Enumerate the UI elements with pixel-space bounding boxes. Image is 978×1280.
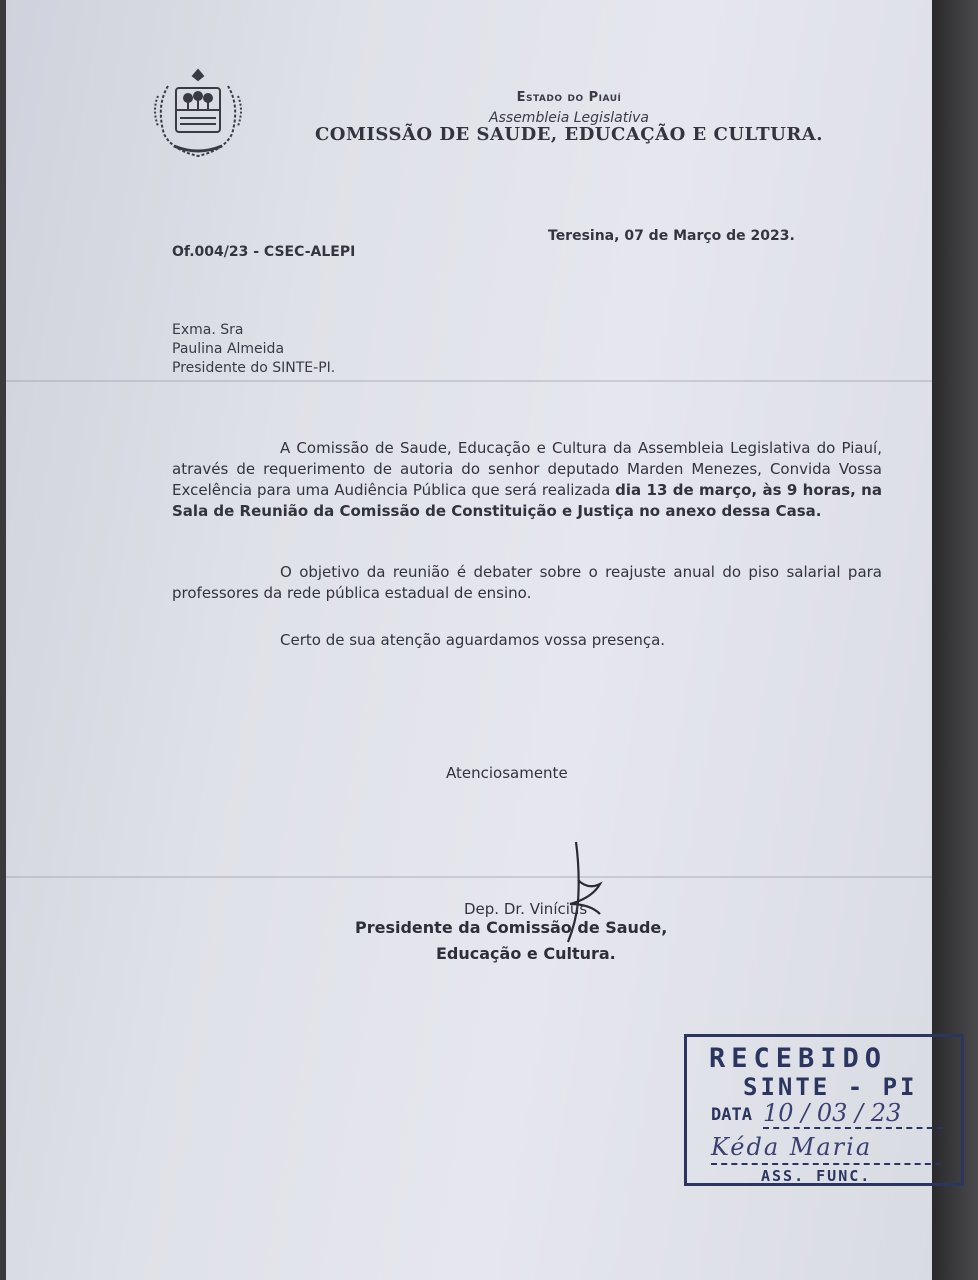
signatory-title-line2: Educação e Cultura. bbox=[436, 944, 616, 963]
addressee-title: Presidente do SINTE-PI. bbox=[172, 360, 336, 376]
stamp-signature: Kéda Maria bbox=[711, 1133, 941, 1165]
paper-fold bbox=[6, 876, 932, 878]
letter-body-objective bbox=[172, 562, 882, 604]
paragraph-objective: O objetivo da reunião é debater sobre o reajuste anual do piso salarial para professores da rede pública estadual de ensino. bbox=[172, 563, 882, 602]
oficio-number: Of.004/23 - CSEC-ALEPI bbox=[172, 244, 356, 260]
header-state: Estado do Piauí bbox=[516, 90, 622, 105]
stamp-signature-label: ASS. FUNC. bbox=[761, 1167, 872, 1185]
header-assembly: Assembleia Legislativa bbox=[489, 110, 649, 126]
addressee-salutation: Exma. Sra bbox=[172, 322, 244, 338]
addressee-name: Paulina Almeida bbox=[172, 341, 285, 357]
paper-fold bbox=[6, 380, 932, 382]
stamp-received: RECEBIDO bbox=[709, 1043, 888, 1074]
invitation-details: dia 13 de março, às 9 horas, na Sala de Reunião da Comissão de Constituição e Justiça no anexo dessa Casa. bbox=[172, 481, 882, 520]
letter-body bbox=[172, 438, 882, 522]
signatory-name: Dep. Dr. Vinícius bbox=[464, 900, 588, 918]
header-commission: COMISSÃO DE SAUDE, EDUCAÇÃO E CULTURA. bbox=[314, 124, 824, 145]
stamp-org: SINTE - PI bbox=[743, 1073, 918, 1101]
paragraph-attention: Certo de sua atenção aguardamos vossa presença. bbox=[280, 631, 666, 649]
signatory-title-line1: Presidente da Comissão de Saude, bbox=[355, 918, 668, 937]
closing-salutation: Atenciosamente bbox=[446, 764, 568, 782]
received-stamp bbox=[684, 1034, 964, 1186]
stamp-date-label: DATA bbox=[711, 1105, 752, 1125]
paragraph-invitation bbox=[172, 438, 882, 522]
stamp-date-value: 10 / 03 / 23 bbox=[763, 1099, 943, 1129]
letter-body-closing bbox=[172, 630, 882, 651]
letter-date: Teresina, 07 de Março de 2023. bbox=[548, 228, 795, 244]
invitation-text: A Comissão de Saude, Educação e Cultura da Assembleia Legislativa do Piauí, através de requerimento de autoria do senhor deputado Marden Menezes, Convida Vossa Excelência para uma Audiência Pública que será realizada bbox=[172, 439, 882, 499]
